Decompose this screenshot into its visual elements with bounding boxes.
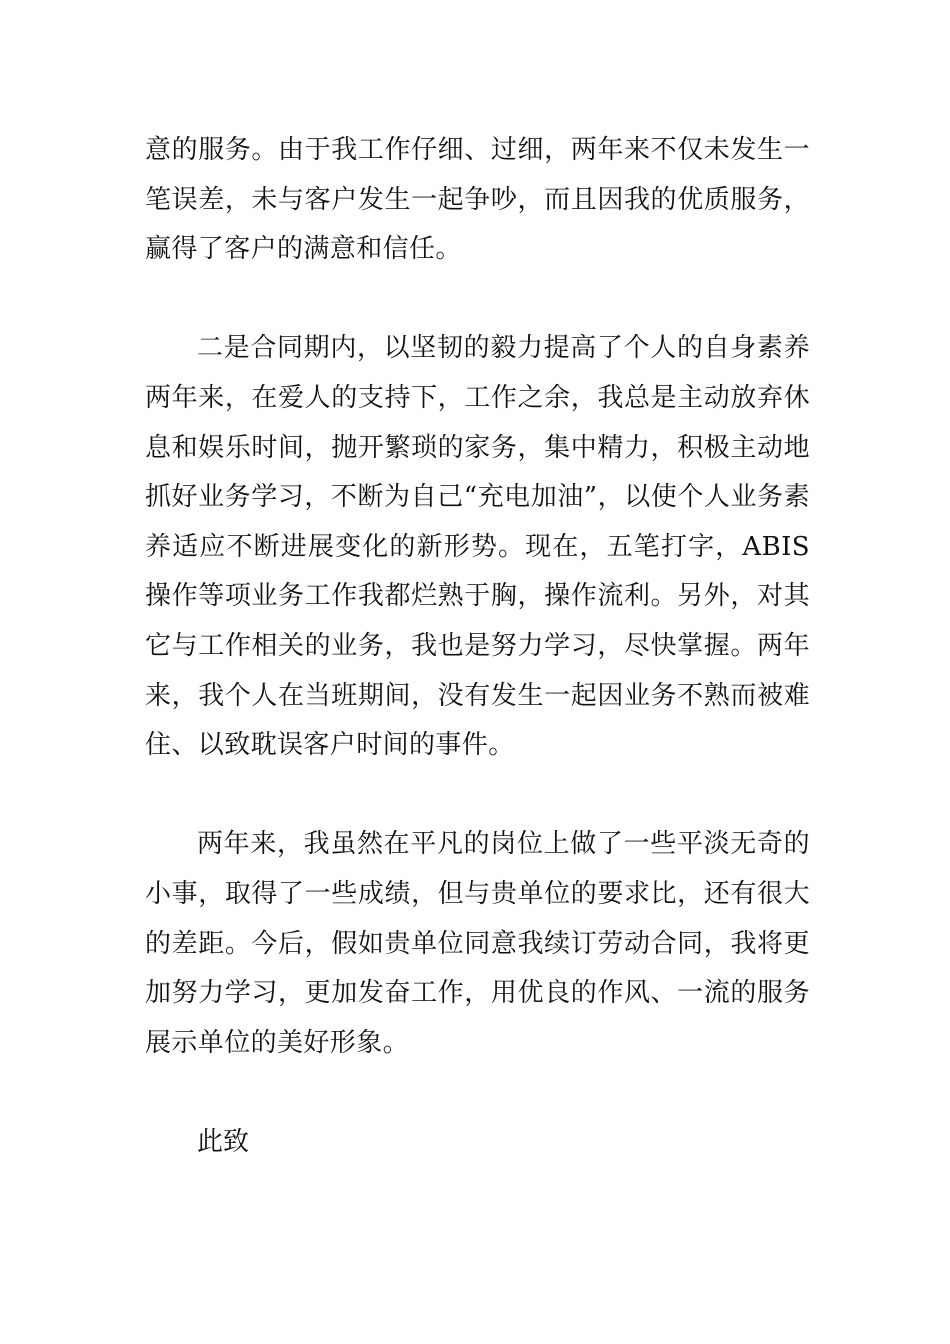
paragraph-self-improvement: 二是合同期内，以坚韧的毅力提高了个人的自身素养两年来，在爱人的支持下，工作之余，我总是主动放弃休息和娱乐时间，抛开繁琐的家务，集中精力，积极主动地抓好业务学习，不断为自己“充电加油”，以使个人业务素养适应不断进展变化的新形势。现在，五笔打字，ABIS操作等项业务工作我都烂熟于胸，操作流利。另外，对其它与工作相关的业务，我也是努力学习，尽快掌握。两年来，我个人在当班期间，没有发生一起因业务不熟而被难住、以致耽误客户时间的事件。	[145, 333, 810, 761]
paragraph-service-continuation: 意的服务。由于我工作仔细、过细，两年来不仅未发生一笔误差，未与客户发生一起争吵，而且因我的优质服务，赢得了客户的满意和信任。	[145, 135, 810, 265]
closing-salutation: 此致	[197, 1126, 250, 1157]
paragraph-future-commitment: 两年来，我虽然在平凡的岗位上做了一些平淡无奇的小事，取得了一些成绩，但与贵单位的要求比，还有很大的差距。今后，假如贵单位同意我续订劳动合同，我将更加努力学习，更加发奋工作，用优良的作风、一流的服务展示单位的美好形象。	[145, 829, 810, 1058]
document-body	[145, 126, 810, 1167]
